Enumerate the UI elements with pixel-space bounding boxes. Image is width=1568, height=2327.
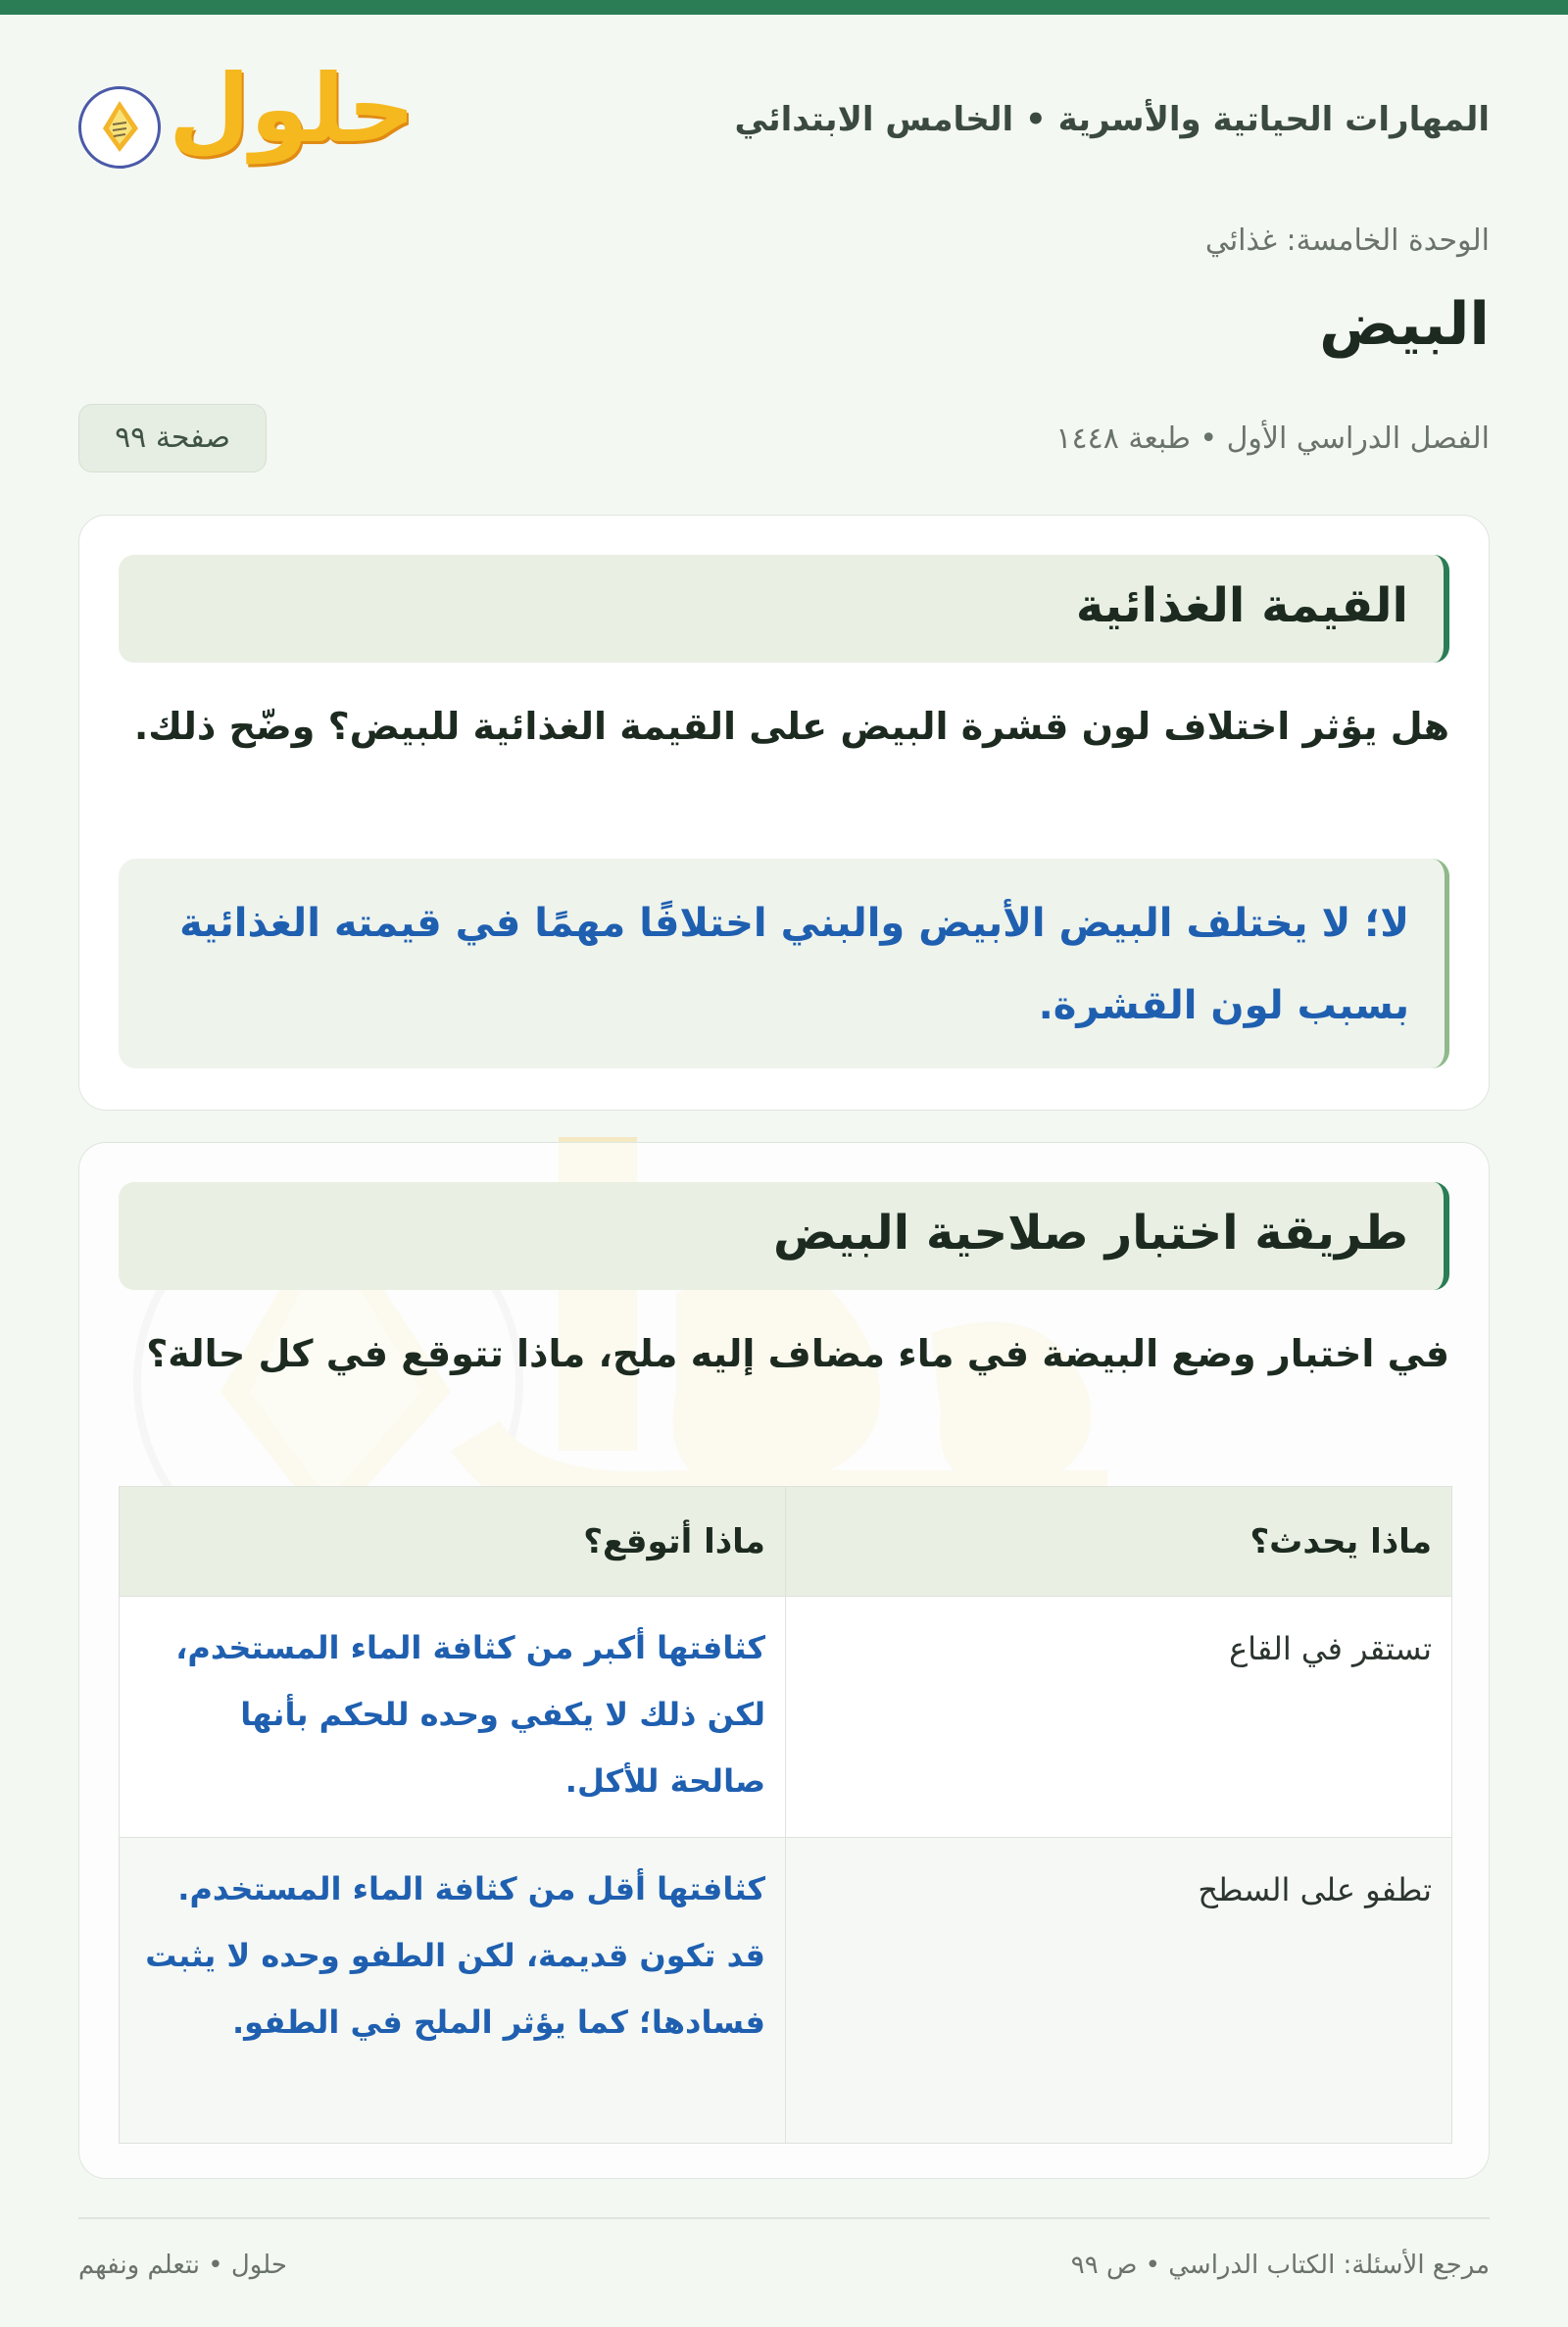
book-icon [78, 86, 161, 169]
nutrition-section-card [78, 515, 1490, 1111]
logo-wordmark: حلول [169, 54, 416, 164]
subject-grade-label: المهارات الحياتية والأسرية • الخامس الابتدائي [734, 100, 1490, 139]
hulul-logo[interactable] [78, 54, 416, 176]
column-header-what: ماذا يحدث؟ [786, 1487, 1452, 1597]
term-edition-label: الفصل الدراسي الأول • طبعة ١٤٤٨ [1055, 421, 1490, 456]
top-accent-bar [0, 0, 1568, 15]
expectation-cell: كثافتها أكبر من كثافة الماء المستخدم، لكن ذلك لا يكفي وحده للحكم بأنها صالحة للأكل. [120, 1597, 786, 1838]
answer-box [119, 859, 1449, 1068]
egg-test-table [119, 1486, 1452, 2144]
what-happens-cell: تستقر في القاع [786, 1597, 1452, 1838]
column-header-expect: ماذا أتوقع؟ [120, 1487, 786, 1597]
table-row [120, 1597, 1452, 1838]
footer-divider [78, 2217, 1490, 2219]
freshness-test-section-card [78, 1142, 1490, 2179]
section-heading-text: القيمة الغذائية [1075, 578, 1408, 633]
table-row [120, 1838, 1452, 2144]
question-text: هل يؤثر اختلاف لون قشرة البيض على القيمة الغذائية للبيض؟ وضّح ذلك. [133, 705, 1449, 748]
what-happens-cell: تطفو على السطح [786, 1838, 1452, 2144]
section-heading-text: طريقة اختبار صلاحية البيض [772, 1206, 1408, 1261]
expectation-cell: كثافتها أقل من كثافة الماء المستخدم. قد تكون قديمة، لكن الطفو وحده لا يثبت فسادها؛ كما يؤثر الملح في الطفو. [120, 1838, 786, 2144]
section-heading [119, 555, 1449, 663]
page-number-badge: صفحة ٩٩ [78, 404, 267, 472]
question-text: في اختبار وضع البيضة في ماء مضاف إليه ملح، ماذا تتوقع في كل حالة؟ [146, 1332, 1449, 1375]
footer-reference: مرجع الأسئلة: الكتاب الدراسي • ص ٩٩ [1070, 2251, 1490, 2280]
unit-label: الوحدة الخامسة: غذائي [1204, 223, 1490, 258]
footer-brand: حلول • نتعلم ونفهم [78, 2251, 287, 2280]
section-heading [119, 1182, 1449, 1290]
page-title: البيض [1319, 290, 1490, 359]
answer-text: لا؛ لا يختلف البيض الأبيض والبني اختلافًا مهمًا في قيمته الغذائية بسبب لون القشرة. [179, 901, 1409, 1028]
page-header [78, 54, 1490, 206]
